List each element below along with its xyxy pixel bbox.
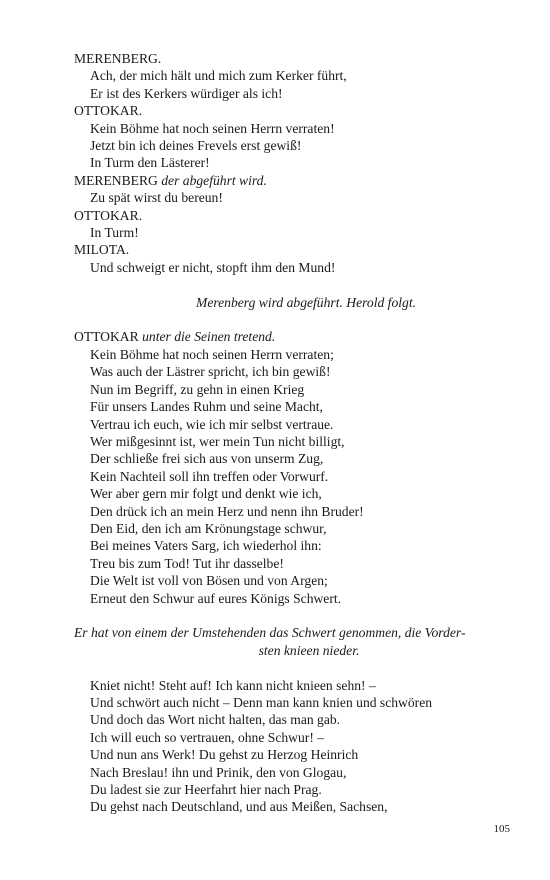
verse-line: Erneut den Schwur auf eures Königs Schwert. (90, 590, 342, 606)
speaker-name (74, 102, 514, 119)
speaker-label: MERENBERG. (74, 51, 162, 66)
verse-line: Der schließe frei sich aus von unserm Zug, (90, 451, 324, 467)
speaker-name (74, 328, 514, 345)
verse-line: Bei meines Vaters Sarg, ich wiederhol ihn: (90, 538, 322, 554)
verse-line: Was auch der Lästrer spricht, ich bin gewiß! (90, 364, 331, 380)
stage-direction-block (74, 624, 514, 659)
verse-line: Und schwört auch nicht – Denn man kann knien und schwören (90, 694, 433, 710)
verse-line: Kniet nicht! Steht auf! Ich kann nicht knieen sehn! – (90, 677, 376, 693)
verse-line: Kein Nachteil soll ihn treffen oder Vorwurf. (90, 468, 329, 484)
verse-line: Kein Böhme hat noch seinen Herrn verraten! (90, 120, 335, 136)
verse-line: Wer mißgesinnt ist, wer mein Tun nicht billigt, (90, 433, 345, 449)
stage-direction-line: Er hat von einem der Umstehenden das Schwert genommen, die Vorder- (74, 625, 466, 641)
speaker-name (74, 50, 514, 67)
play-text (74, 50, 514, 816)
verse-line: Den drück ich an mein Herz und nenn ihn Bruder! (90, 503, 364, 519)
verse-line: Und nun ans Werk! Du gehst zu Herzog Heinrich (90, 747, 359, 763)
verse-line: Du gehst nach Deutschland, und aus Meißen, Sachsen, (90, 799, 388, 815)
stage-direction-line: sten knieen nieder. (258, 642, 360, 658)
speaker-name (74, 241, 514, 258)
verse-line: Und schweigt er nicht, stopft ihm den Mund! (90, 259, 336, 275)
speaker-label: OTTOKAR. (74, 207, 143, 223)
verse-line: Den Eid, den ich am Krönungstage schwur, (90, 520, 327, 536)
speaker-label: OTTOKAR. (74, 103, 143, 119)
blank-line (74, 607, 514, 624)
verse-line: Kein Böhme hat noch seinen Herrn verraten; (90, 346, 334, 362)
verse-line: Vertrau ich euch, wie ich mir selbst vertraue. (90, 416, 334, 432)
verse-line: Ach, der mich hält und mich zum Kerker führt, (90, 68, 347, 84)
verse-line: Treu bis zum Tod! Tut ihr dasselbe! (90, 555, 284, 571)
verse-line: Ich will euch so vertrauen, ohne Schwur! – (90, 729, 325, 745)
verse-line: Für unsers Landes Ruhm und seine Macht, (90, 399, 323, 415)
verse-line: Jetzt bin ich deines Frevels erst gewiß! (90, 138, 302, 154)
stage-direction: Merenberg wird abgeführt. Herold folgt. (196, 294, 416, 310)
stage-direction-inline: der abgeführt wird. (161, 172, 267, 188)
verse-line: In Turm! (90, 225, 139, 241)
speaker-label: MERENBERG (74, 172, 158, 188)
verse-line: Wer aber gern mir folgt und denkt wie ich, (90, 486, 322, 502)
verse-line: Du ladest sie zur Heerfahrt hier nach Prag. (90, 782, 322, 797)
verse-line: Nun im Begriff, zu gehn in einen Krieg (90, 381, 305, 397)
verse-line: Und doch das Wort nicht halten, das man gab. (90, 712, 341, 728)
verse-line: Zu spät wirst du bereun! (90, 190, 223, 206)
speaker-label: OTTOKAR (74, 329, 139, 345)
blank-line (74, 276, 514, 293)
speaker-name (74, 172, 514, 189)
verse-line: Die Welt ist voll von Bösen und von Argen; (90, 573, 328, 589)
blank-line (74, 311, 514, 328)
verse-line: Er ist des Kerkers würdiger als ich! (90, 85, 283, 101)
stage-direction-inline: unter die Seinen tretend. (142, 329, 276, 345)
verse-line: Nach Breslau! ihn und Prinik, den von Glogau, (90, 764, 347, 780)
blank-line (74, 659, 514, 676)
verse-line: In Turm den Lästerer! (90, 155, 210, 171)
speaker-label: MILOTA. (74, 242, 130, 258)
speaker-name (74, 207, 514, 224)
page-number: 105 (493, 823, 510, 835)
